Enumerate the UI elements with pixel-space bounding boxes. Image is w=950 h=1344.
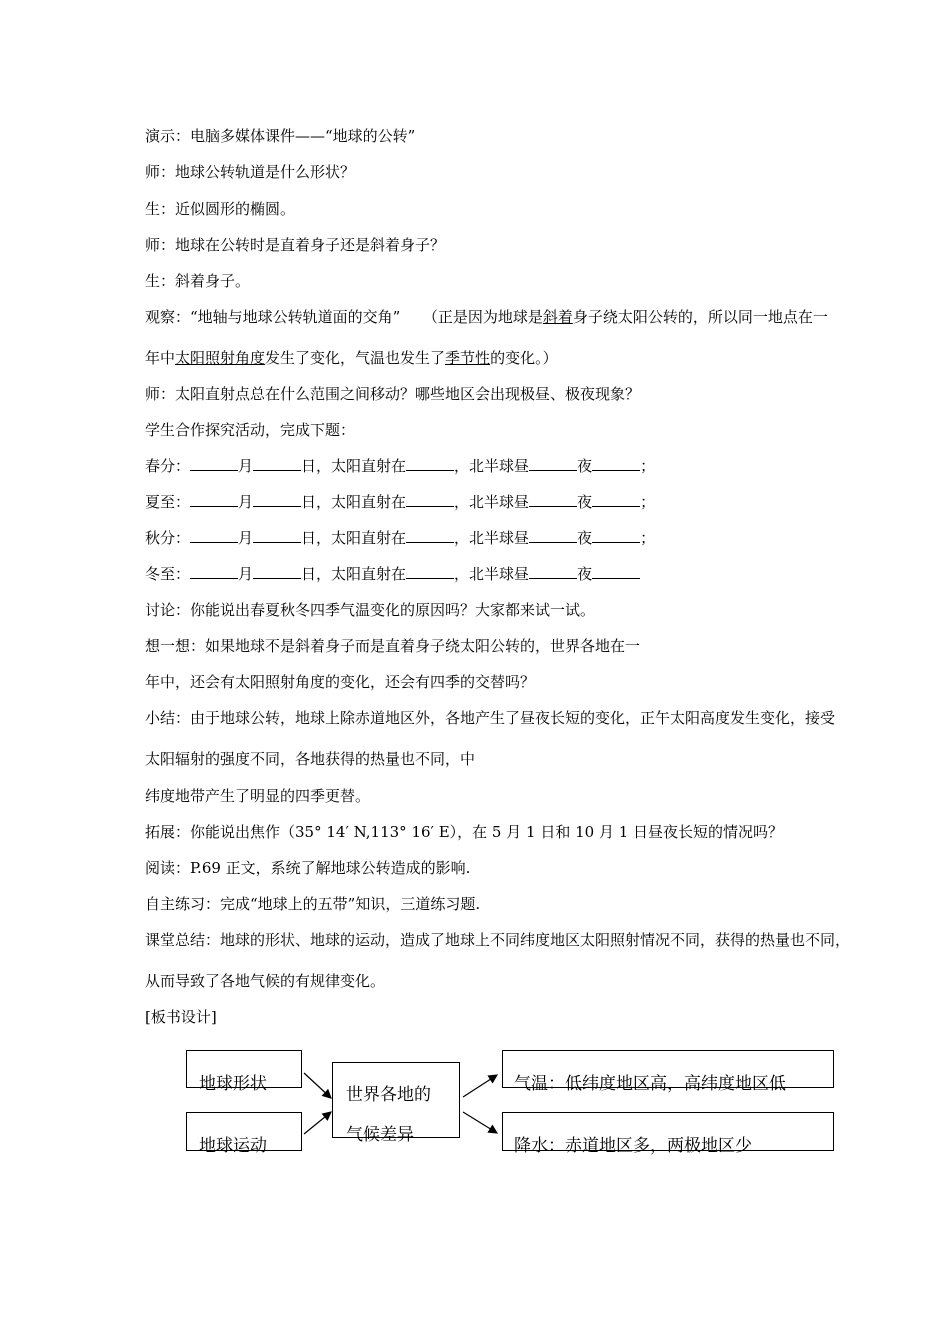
observe-underline-angle: 太阳照射角度: [175, 349, 266, 367]
board-design-heading: [板书设计]: [145, 1008, 217, 1026]
north-label: ，北半球昼: [454, 457, 530, 475]
night-label: 夜: [577, 529, 593, 547]
box-precipitation-label: 降水：赤道地区多，两极地区少: [514, 1136, 752, 1156]
night-label: 夜: [577, 457, 593, 475]
line-self-practice: 自主练习：完成“地球上的五带”知识，三道练习题.: [145, 895, 481, 913]
day-label: 日，太阳直射在: [301, 493, 407, 511]
line-teacher-question-1: 师：地球公转轨道是什么形状？: [145, 163, 356, 181]
line-teacher-question-2: 师：地球在公转时是直着身子还是斜着身子？: [145, 236, 446, 254]
observe-underline-tilted: 斜着: [542, 308, 573, 326]
line-think: 想一想：如果地球不是斜着身子而是直着身子绕太阳公转的，世界各地在一: [145, 637, 641, 655]
line-summary: 小结：由于地球公转，地球上除赤道地区外，各地产生了昼夜长短的变化，正午太阳高度发生变化，接受: [145, 709, 836, 727]
day-label: 日，太阳直射在: [301, 457, 407, 475]
season-name: 冬至：: [145, 565, 191, 583]
arrow-climate-to-temperature: [463, 1075, 497, 1097]
box-earth-shape-label: 地球形状: [199, 1074, 267, 1094]
box-climate-label-2: 气候差异: [346, 1125, 414, 1145]
day-label: 日，太阳直射在: [301, 565, 407, 583]
north-label: ，北半球昼: [454, 493, 530, 511]
line-discuss: 讨论：你能说出春夏秋冬四季气温变化的原因吗？大家都来试一试。: [145, 601, 596, 619]
row-end: ；: [640, 457, 656, 475]
line-read: 阅读：P.69 正文，系统了解地球公转造成的影响.: [145, 859, 471, 877]
line-student-answer-1: 生：近似圆形的椭圆。: [145, 200, 296, 218]
observe-cont-e: 的变化。）: [490, 349, 558, 367]
line-summary-cont: 太阳辐射的强度不同，各地获得的热量也不同，中: [145, 750, 476, 768]
month-label: 月: [238, 457, 254, 475]
month-label: 月: [238, 493, 254, 511]
season-name: 春分：: [145, 457, 191, 475]
box-climate-label-1: 世界各地的: [346, 1085, 431, 1105]
line-teacher-question-3: 师：太阳直射点总在什么范围之间移动？哪些地区会出现极昼、极夜现象？: [145, 385, 641, 403]
row-end: ；: [640, 493, 656, 511]
line-activity: 学生合作探究活动，完成下题：: [145, 421, 356, 439]
observe-text-c: 身子绕太阳公转的，所以同一地点在一: [572, 308, 828, 326]
season-name: 秋分：: [145, 529, 191, 547]
line-student-answer-2: 生：斜着身子。: [145, 272, 251, 290]
month-label: 月: [238, 565, 254, 583]
line-conclusion-cont: 从而导致了各地气候的有规律变化。: [145, 972, 386, 990]
season-name: 夏至：: [145, 493, 191, 511]
observe-cont-c: 发生了变化，气温也发生了: [265, 349, 446, 367]
box-temperature-label: 气温：低纬度地区高，高纬度地区低: [514, 1074, 786, 1094]
row-end: ；: [640, 529, 656, 547]
arrow-climate-to-precipitation: [463, 1112, 497, 1133]
north-label: ，北半球昼: [454, 565, 530, 583]
observe-text-a: 观察：“地轴与地球公转轨道面的交角” （正是因为地球是: [145, 308, 543, 326]
arrow-shape-to-climate: [304, 1073, 331, 1098]
day-label: 日，太阳直射在: [301, 529, 407, 547]
month-label: 月: [238, 529, 254, 547]
line-extend: 拓展：你能说出焦作（35° 14′ N,113° 16′ E），在 5 月 1 日和 10 月 1 日昼夜长短的情况吗？: [145, 823, 784, 841]
line-think-cont: 年中，还会有太阳照射角度的变化，还会有四季的交替吗？: [145, 673, 536, 691]
line-summary-cont-2: 纬度地带产生了明显的四季更替。: [145, 787, 371, 805]
observe-underline-seasonal: 季节性: [445, 349, 491, 367]
line-demo: 演示：电脑多媒体课件——“地球的公转”: [145, 127, 416, 145]
box-earth-motion-label: 地球运动: [199, 1136, 267, 1156]
night-label: 夜: [577, 493, 593, 511]
north-label: ，北半球昼: [454, 529, 530, 547]
night-label: 夜: [577, 565, 593, 583]
observe-cont-a: 年中: [145, 349, 176, 367]
line-conclusion: 课堂总结：地球的形状、地球的运动，造成了地球上不同纬度地区太阳照射情况不同，获得的热量也不同，: [145, 931, 851, 949]
arrow-motion-to-climate: [304, 1112, 331, 1134]
